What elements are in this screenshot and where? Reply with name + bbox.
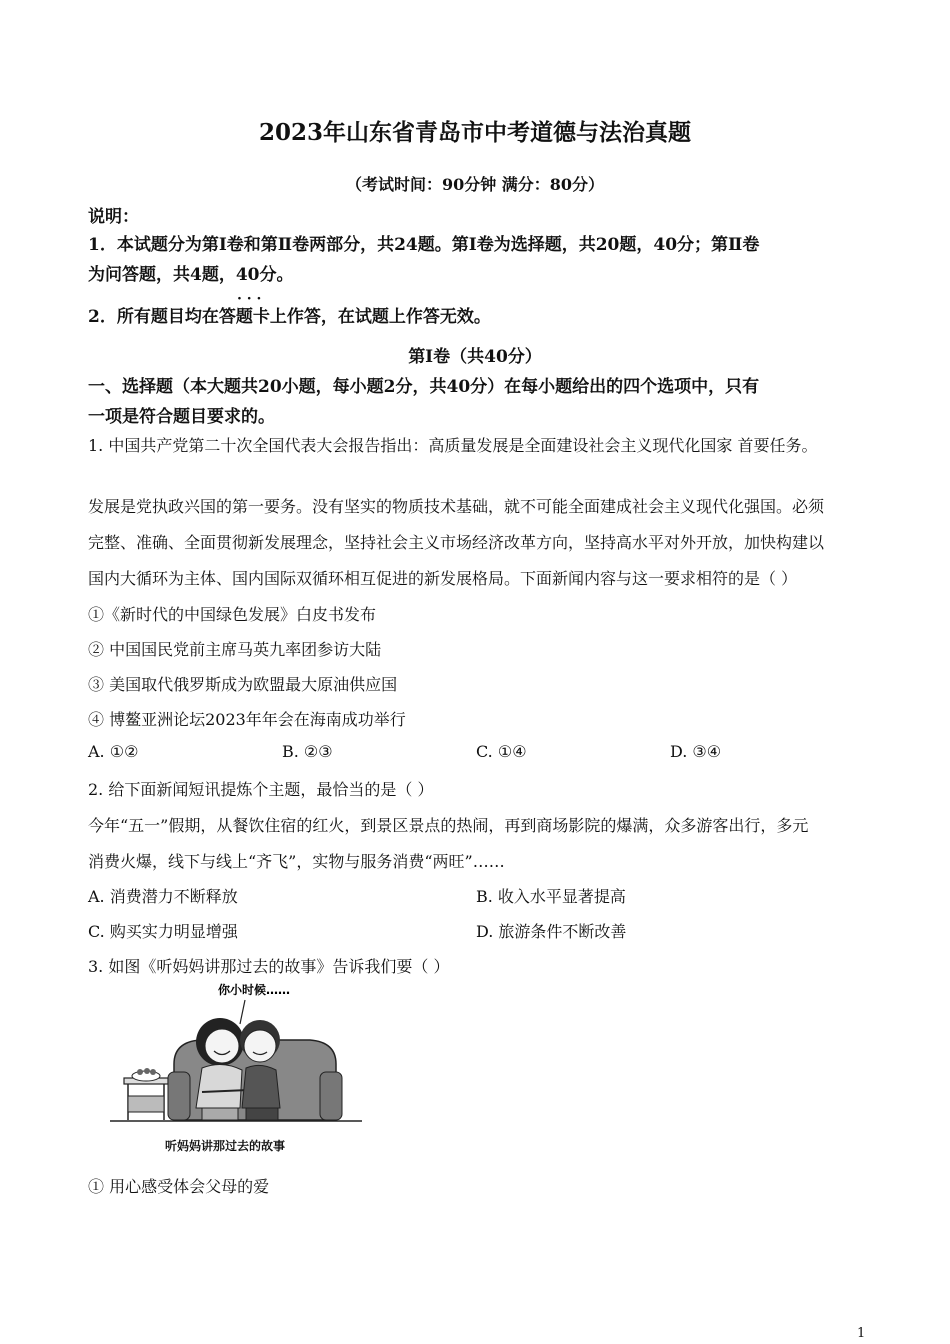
q2-passage-line-2: 消费火爆，线下与线上“齐飞”，实物与服务消费“两旺”…… bbox=[88, 852, 505, 871]
q1-item-4: ④ 博鳌亚洲论坛2023年年会在海南成功举行 bbox=[88, 710, 406, 729]
notes-heading: 说明： bbox=[88, 207, 139, 227]
note-1-line-2: 为问答题，共4题，40分。 bbox=[88, 265, 294, 285]
q3-item-1: ① 用心感受体会父母的爱 bbox=[88, 1177, 270, 1196]
exam-subtitle: （考试时间：90分钟 满分：80分） bbox=[345, 175, 605, 194]
q1-stem-line-3: 完整、准确、全面贯彻新发展理念，坚持社会主义市场经济改革方向，坚持高水平对外开放，加快构建以 bbox=[88, 533, 825, 552]
section-intro-line-2: 一项是符合题目要求的。 bbox=[88, 407, 275, 427]
q1-item-2: ② 中国国民党前主席马英九率团参访大陆 bbox=[88, 640, 382, 659]
q1-option-b[interactable]: B. ②③ bbox=[282, 742, 333, 761]
section-title: 第Ⅰ卷（共40分） bbox=[408, 347, 542, 367]
q1-item-1: ①《新时代的中国绿色发展》白皮书发布 bbox=[88, 605, 377, 624]
q2-stem: 2. 给下面新闻短讯提炼个主题，最恰当的是（ ） bbox=[88, 780, 434, 799]
q1-option-a[interactable]: A. ①② bbox=[88, 742, 139, 761]
q2-option-c[interactable]: C. 购买实力明显增强 bbox=[88, 922, 238, 941]
q1-option-c[interactable]: C. ①④ bbox=[476, 742, 527, 761]
q1-stem-line-1: 1. 中国共产党第二十次全国代表大会报告指出：高质量发展是全面建设社会主义现代化国家 首要任务。 bbox=[88, 436, 818, 455]
mother-story-cartoon bbox=[110, 980, 362, 1130]
q1-option-d[interactable]: D. ③④ bbox=[670, 742, 722, 761]
note-1-line-1: 1．本试题分为第Ⅰ卷和第Ⅱ卷两部分，共24题。第Ⅰ卷为选择题，共20题，40分；第Ⅱ卷 bbox=[88, 235, 760, 255]
cartoon-caption: 听妈妈讲那过去的故事 bbox=[165, 1139, 286, 1153]
page-number: 1 bbox=[857, 1326, 866, 1341]
q1-item-3: ③ 美国取代俄罗斯成为欧盟最大原油供应国 bbox=[88, 675, 398, 694]
q1-stem-line-2: 发展是党执政兴国的第一要务。没有坚实的物质技术基础，就不可能全面建成社会主义现代化强国。必须 bbox=[88, 497, 825, 516]
exam-title: 2023年山东省青岛市中考道德与法治真题 bbox=[258, 119, 691, 146]
q2-option-b[interactable]: B. 收入水平显著提高 bbox=[476, 887, 626, 906]
q2-passage-line-1: 今年“五一”假期，从餐饮住宿的红火，到景区景点的热闹，再到商场影院的爆满，众多游客出行，多元 bbox=[88, 816, 809, 835]
q2-option-a[interactable]: A. 消费潜力不断释放 bbox=[88, 887, 238, 906]
q1-stem-line-4: 国内大循环为主体、国内国际双循环相互促进的新发展格局。下面新闻内容与这一要求相符的是（ ） bbox=[88, 569, 798, 588]
q3-stem: 3. 如图《听妈妈讲那过去的故事》告诉我们要（ ） bbox=[88, 957, 450, 976]
section-intro-line-1: 一、选择题（本大题共20小题，每小题2分，共40分）在每小题给出的四个选项中，只有 bbox=[88, 377, 760, 397]
q2-option-d[interactable]: D. 旅游条件不断改善 bbox=[476, 922, 627, 941]
cartoon-speech-text: 你小时候…… bbox=[218, 983, 291, 997]
note-2: 2．所有题目均在答题卡上作答，在试题上作答无效。 bbox=[88, 307, 491, 327]
emphasis-dots: · · · bbox=[237, 291, 262, 307]
